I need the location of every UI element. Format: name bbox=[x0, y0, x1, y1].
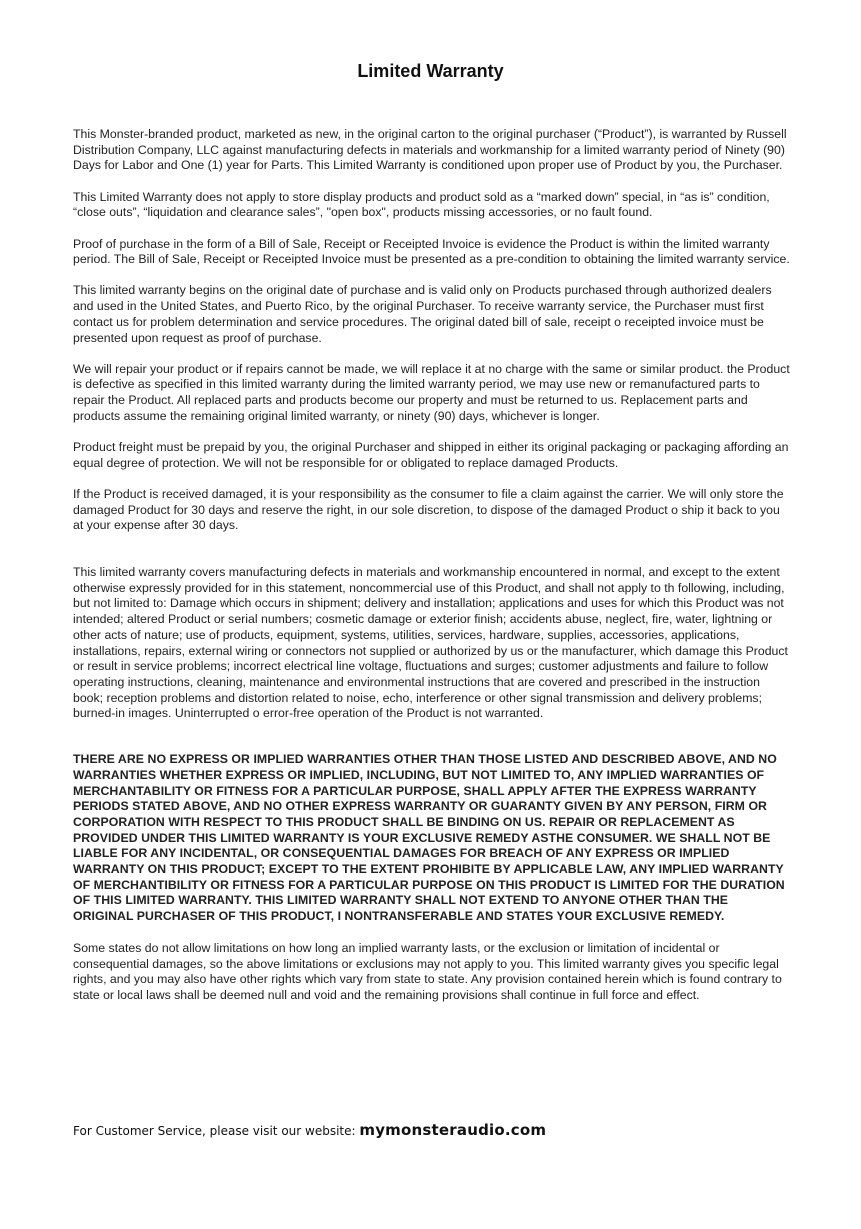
paragraph-warranty-start: This limited warranty begins on the original date of purchase and is valid only on Products purchased through authorized dealers and used in the United States, and Puerto Rico, by the original Purchaser. To receive warranty service, the Purchaser must first contact us for problem determination and service procedures. The original dated bill of sale, receipt o receipted invoice must be presented upon request as proof of purchase. bbox=[73, 283, 772, 345]
paragraph-disclaimer: THERE ARE NO EXPRESS OR IMPLIED WARRANTIES OTHER THAN THOSE LISTED AND DESCRIBED ABOVE, AND NO WARRANTIES WHETHER EXPRESS OR IMPLIED, INCLUDING, BUT NOT LIMITED TO, ANY IMPLIED WARRANTIES OF MERCHANTABILITY OR FITNESS FOR A PARTICULAR PURPOSE, SHALL APPLY AFTER THE EXPRESS WARRANTY PERIODS STATED ABOVE, AND NO OTHER EXPRESS WARRANTY OR GUARANTY GIVEN BY ANY PERSON, FIRM OR CORPORATION WITH RESPECT TO THIS PRODUCT SHALL BE BINDING ON US. REPAIR OR REPLACEMENT AS PROVIDED UNDER THIS LIMITED WARRANTY IS YOUR EXCLUSIVE REMEDY ASTHE CONSUMER. WE SHALL NOT BE LIABLE FOR ANY INCIDENTAL, OR CONSEQUENTIAL DAMAGES FOR BREACH OF ANY EXPRESS OR IMPLIED WARRANTY ON THIS PRODUCT; EXCEPT TO THE EXTENT PROHIBITE BY APPLICABLE LAW, ANY IMPLIED WARRANTY OF MERCHANTIBILITY OR FITNESS FOR A PARTICULAR PURPOSE ON THIS PRODUCT IS LIMITED FOR THE DURATION OF THIS LIMITED WARRANTY. THIS LIMITED WARRANTY SHALL NOT EXTEND TO ANYONE OTHER THAN THE ORIGINAL PURCHASER OF THIS PRODUCT, I NONTRANSFERABLE AND STATES YOUR EXCLUSIVE REMEDY. bbox=[73, 752, 785, 924]
paragraph-scope: This limited warranty covers manufacturing defects in materials and workmanship encountered in normal, and except to the extent otherwise expressly provided for in this statement, noncommercial use of this Product, and shall not apply to th following, including, but not limited to: Damage which occurs in shipment; delivery and installation; applications and uses for which this Product was not intended; altered Product or serial numbers; cosmetic damage or exterior finish; accidents abuse, neglect, fire, water, lightning or other acts of nature; use of products, equipment, systems, utilities, services, hardware, supplies, accessories, applications, installations, repairs, external wiring or connectors not supplied or authorized by us or the manufacturer, which damage this Product or result in service problems; incorrect electrical line voltage, fluctuations and surges; customer adjustments and failure to follow operating instructions, cleaning, maintenance and environmental instructions that are covered and prescribed in the instruction book; reception problems and distortion related to noise, echo, interference or other signal transmission and delivery problems; burned-in images. Uninterrupted o error-free operation of the Product is not warranted. bbox=[73, 565, 788, 721]
warranty-body bbox=[73, 127, 791, 1019]
website-link[interactable]: mymonsteraudio.com bbox=[359, 1121, 547, 1139]
page-title: Limited Warranty bbox=[357, 61, 504, 81]
paragraph-state-law: Some states do not allow limitations on how long an implied warranty lasts, or the exclusion or limitation of incidental or consequential damages, so the above limitations or exclusions may not apply to you. This limited warranty gives you specific legal rights, and you may also have other rights which vary from state to state. Any provision contained herein which is found contrary to state or local laws shall be deemed null and void and the remaining provisions shall continue in full force and effect. bbox=[73, 940, 782, 1002]
paragraph-proof-of-purchase: Proof of purchase in the form of a Bill of Sale, Receipt or Receipted Invoice is evidence the Product is within the limited warranty period. The Bill of Sale, Receipt or Receipted Invoice must be presented as a pre-condition to obtaining the limited warranty service. bbox=[73, 236, 790, 267]
paragraph-exclusions-display: This Limited Warranty does not apply to store display products and product sold as a “marked down” special, in “as is” condition, “close outs”, “liquidation and clearance sales”, "open box", products missing accessories, or no fault found. bbox=[73, 189, 770, 220]
footer-prefix: For Customer Service, please visit our website: bbox=[73, 1124, 360, 1138]
paragraph-freight: Product freight must be prepaid by you, the original Purchaser and shipped in either its original packaging or packaging affording an equal degree of protection. We will not be responsible for or obligated to replace damaged Products. bbox=[73, 440, 789, 470]
paragraph-repair-replace: We will repair your product or if repairs cannot be made, we will replace it at no charge with the same or similar product. the Product is defective as specified in this limited warranty during the limited warranty period, we may use new or remanufactured parts to repair the Product. All replaced parts and products become our property and must be returned to us. Replacement parts and products assume the remaining original limited warranty, or ninety (90) days, whichever is longer. bbox=[73, 361, 790, 423]
customer-service-footer bbox=[73, 1121, 546, 1139]
paragraph-coverage: This Monster-branded product, marketed as new, in the original carton to the original purchaser (“Product”), is warranted by Russell Distribution Company, LLC against manufacturing defects in materials and workmanship for a limited warranty period of Ninety (90) Days for Labor and One (1) year for Parts. This Limited Warranty is conditioned upon proper use of Product by you, the Purchaser. bbox=[73, 127, 787, 173]
paragraph-damaged-shipment: If the Product is received damaged, it is your responsibility as the consumer to file a claim against the carrier. We will only store the damaged Product for 30 days and reserve the right, in our sole discretion, to dispose of the damaged Product o ship it back to you at your expense after 30 days. bbox=[73, 486, 784, 533]
